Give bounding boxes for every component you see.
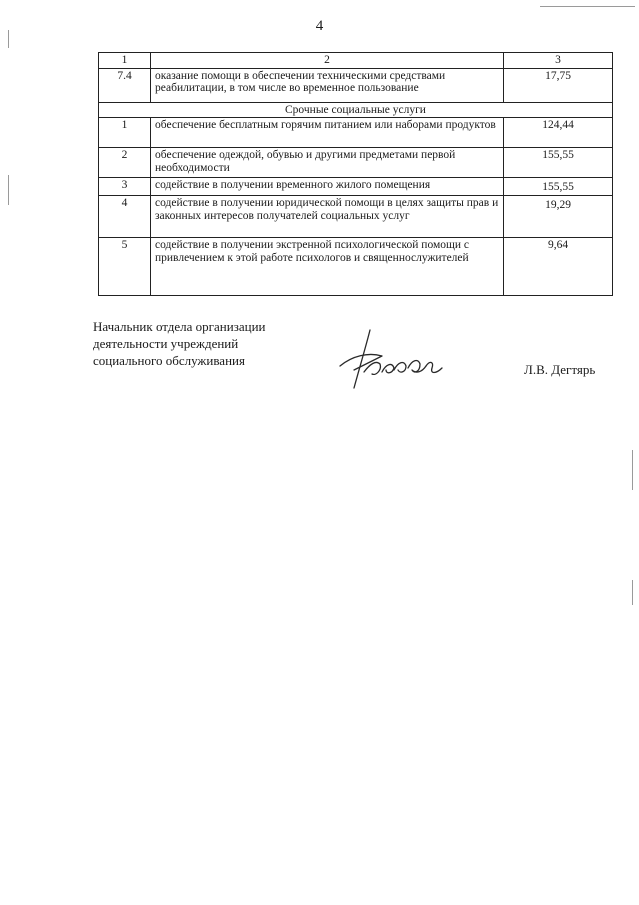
table-row [99,148,613,178]
table-row [99,238,613,296]
header-cell-3: 3 [504,53,613,69]
table-row [99,196,613,238]
scan-artifact-right-edge-2 [632,580,633,605]
table-row [99,118,613,148]
signatory-position [93,318,265,369]
position-line-1: Начальник отдела организации [93,319,266,334]
row-number: 1 [99,118,151,148]
tariff-table [98,52,613,296]
row-number: 4 [99,196,151,238]
row-number: 2 [99,148,151,178]
tariff-value: 17,75 [504,68,613,102]
row-number: 5 [99,238,151,296]
section-title-row [99,102,613,118]
service-name: обеспечение одеждой, обувью и другими предметами первой необходимости [151,148,504,178]
scan-artifact-top-right [540,6,635,7]
row-number: 3 [99,178,151,196]
service-name: обеспечение бесплатным горячим питанием или наборами продуктов [151,118,504,148]
service-name: оказание помощи в обеспечении техническими средствами реабилитации, в том числе во временное пользование [151,68,504,102]
tariff-value: 155,55 [504,178,613,196]
scan-artifact-right-edge [632,450,633,490]
position-line-2: деятельности учреждений [93,336,239,351]
tariff-value: 124,44 [504,118,613,148]
table-row [99,178,613,196]
tariff-value: 155,55 [504,148,613,178]
scan-artifact-left-edge [8,30,9,48]
service-name: содействие в получении временного жилого помещения [151,178,504,196]
service-name: содействие в получении экстренной психологической помощи с привлечением к этой работе психологов и священнослужителей [151,238,504,296]
table-header-row [99,53,613,69]
row-number: 7.4 [99,68,151,102]
page-number: 4 [315,18,324,34]
tariff-value: 9,64 [504,238,613,296]
header-cell-2: 2 [151,53,504,69]
header-cell-1: 1 [99,53,151,69]
tariff-value: 19,29 [504,196,613,238]
handwritten-signature-icon [334,326,449,396]
position-line-3: социального обслуживания [93,353,245,368]
signatory-name: Л.В. Дегтярь [524,362,596,377]
table-row [99,68,613,102]
scan-artifact-left-edge-2 [8,175,9,205]
service-name: содействие в получении юридической помощи в целях защиты прав и законных интересов получателей социальных услуг [151,196,504,238]
section-title: Срочные социальные услуги [99,102,613,118]
